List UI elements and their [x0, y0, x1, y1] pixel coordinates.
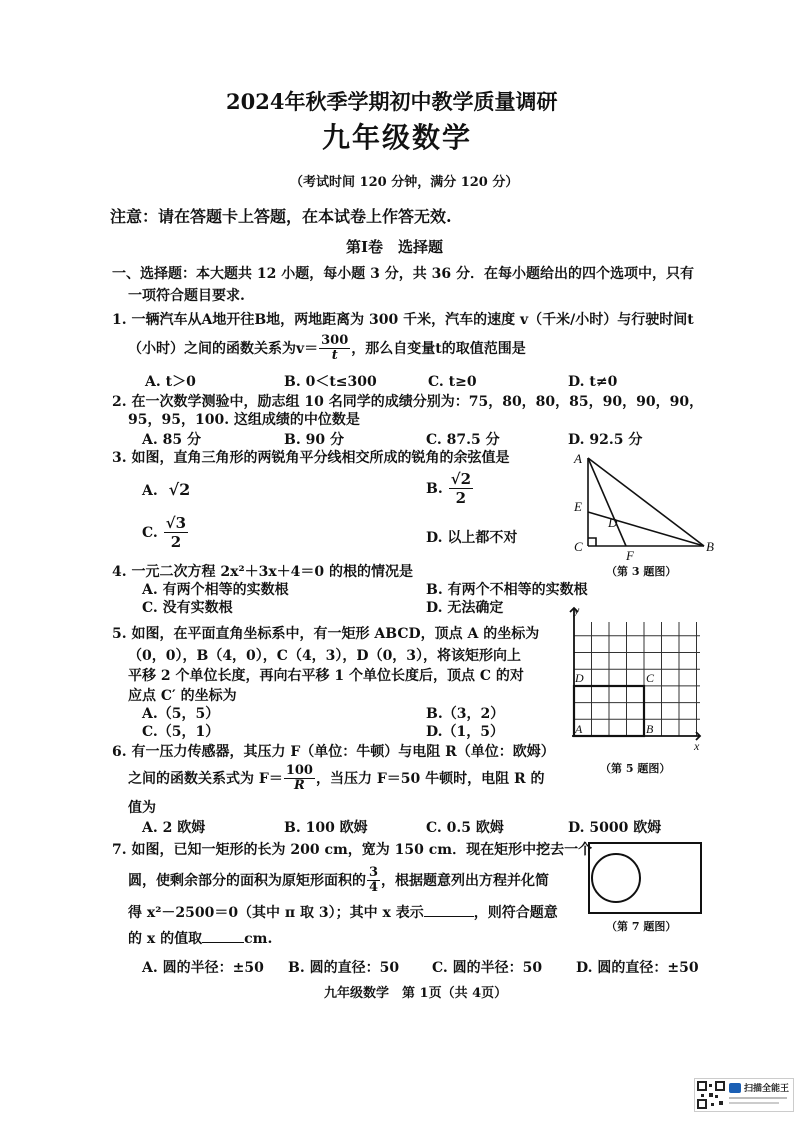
q1-frac-num: 300: [321, 333, 349, 348]
q5-option-c: C.（5，1）: [142, 724, 220, 740]
q7-stem-line2: [128, 866, 549, 895]
q6-frac-den: R: [293, 778, 305, 793]
q5-option-b: B.（3，2）: [426, 706, 505, 722]
q7-stem-line4-pre: 的 x 的值取: [128, 931, 203, 947]
scanner-brand: 扫描全能王: [744, 1084, 790, 1094]
q6-stem-line1: 6. 有一压力传感器，其压力 F（单位：牛顿）与电阻 R（单位：欧姆）: [112, 744, 555, 760]
q5-option-a: A.（5，5）: [142, 706, 220, 722]
q2-stem-line1: 2. 在一次数学测验中，励志组 10 名同学的成绩分别为：75，80，80，85，90，90，90，: [112, 394, 704, 410]
q3-option-a-value: √2: [168, 480, 191, 499]
q1-option-d: D. t≠0: [568, 374, 618, 390]
q4-option-a: A. 有两个相等的实数根: [142, 582, 289, 598]
q5-stem-line2: （0，0），B（4，0），C（4，3），D（0，3），将该矩形向上: [128, 648, 522, 664]
q4-option-d: D. 无法确定: [426, 600, 504, 616]
scanner-subtext-line-2: [729, 1102, 779, 1104]
q3-edge-ab: [588, 458, 704, 546]
q7-answer-blank-2[interactable]: [202, 928, 244, 943]
exam-subtitle: （考试时间 120 分钟，满分 120 分）: [290, 175, 519, 190]
q6-fraction: [284, 764, 315, 793]
q6-option-d: D. 5000 欧姆: [568, 820, 662, 836]
page-footer: 九年级数学 第 1页（共 4页）: [324, 986, 508, 1001]
q2-option-c: C. 87.5 分: [426, 432, 500, 448]
q7-option-b: B. 圆的直径：50: [288, 960, 400, 976]
q7-option-a: A. 圆的半径：±50: [142, 960, 264, 976]
q3-right-angle-mark: [588, 538, 596, 546]
q3-bisector-af: [588, 458, 626, 546]
q3-option-b-num: √2: [450, 470, 472, 488]
q5-label-y: y: [574, 603, 580, 617]
q5-stem-line1: 5. 如图，在平面直角坐标系中，有一矩形 ABCD，顶点 A 的坐标为: [112, 626, 540, 642]
q1-stem-post: ，那么自变量t的取值范围是: [351, 340, 526, 357]
q3-option-b-label: B.: [426, 480, 443, 497]
q7-fraction: [367, 866, 380, 895]
q3-option-b-den: 2: [455, 489, 467, 507]
scanner-subtext-line: [729, 1097, 787, 1099]
q2-stem-line2: 95，95，100. 这组成绩的中位数是: [128, 412, 360, 428]
q7-circle: [592, 854, 640, 902]
q7-stem-line3: [128, 902, 558, 923]
q2-option-d: D. 92.5 分: [568, 432, 643, 448]
q3-label-c: C: [574, 539, 583, 554]
q1-stem-pre: （小时）之间的函数关系为v＝: [128, 340, 319, 357]
q1-stem-line1: 1. 一辆汽车从A地开往B地，两地距离为 300 千米，汽车的速度 v（千米/小时）与行驶时间t: [112, 312, 694, 328]
q3-stem: 3. 如图，直角三角形的两锐角平分线相交所成的锐角的余弦值是: [112, 450, 510, 466]
q7-stem-line3-pre: 得 x²－2500＝0（其中 π 取 3）；其中 x 表示: [128, 905, 424, 921]
q6-frac-num: 100: [285, 763, 313, 778]
q7-stem-line3-post: ，则符合题意: [473, 905, 558, 921]
q5-caption: （第 5 题图）: [600, 762, 671, 775]
scanner-watermark: [694, 1078, 794, 1112]
q3-label-e: E: [574, 499, 582, 514]
q7-rectangle-circle-figure: [586, 840, 704, 916]
q1-frac-den: t: [331, 348, 338, 363]
q6-option-c: C. 0.5 欧姆: [426, 820, 504, 836]
q7-stem-line4: [128, 928, 272, 949]
q7-caption: （第 7 题图）: [606, 920, 677, 933]
q6-stem-post: ，当压力 F＝50 牛顿时，电阻 R 的: [315, 770, 545, 787]
q6-stem-line3: 值为: [128, 800, 156, 816]
q3-option-c-den: 2: [170, 533, 182, 551]
q7-rectangle: [589, 843, 701, 913]
q7-frac-den: 4: [369, 880, 379, 895]
q7-stem-post: ，根据题意列出方程并化简: [381, 872, 550, 889]
q2-option-b: B. 90 分: [284, 432, 344, 448]
q3-bisector-be: [588, 512, 704, 546]
part1-instructions-line2: 一项符合题目要求.: [128, 288, 245, 304]
q3-option-c-num: √3: [165, 514, 187, 532]
q5-option-d: D.（1，5）: [426, 724, 504, 740]
part1-instructions-line1: 一、选择题：本大题共 12 小题，每小题 3 分，共 36 分．在每小题给出的四个选项中，只有: [112, 266, 694, 282]
q3-triangle-figure: [566, 450, 726, 580]
q7-stem-line1: 7. 如图，已知一矩形的长为 200 cm，宽为 150 cm．现在矩形中挖去一个: [112, 842, 593, 858]
q3-option-b-fraction: [449, 470, 473, 507]
q6-stem-line2: [128, 764, 545, 793]
q5-label-b: B: [646, 722, 654, 736]
cs-logo-icon: [729, 1083, 741, 1093]
q5-coordinate-grid-figure: [560, 602, 710, 762]
q1-stem-line2: [128, 334, 526, 363]
q3-option-c-fraction: [164, 514, 188, 551]
q5-label-c: C: [646, 671, 655, 685]
q4-stem: 4. 一元二次方程 2x²＋3x＋4＝0 的根的情况是: [112, 564, 414, 580]
q5-label-x: x: [694, 739, 700, 753]
q6-stem-pre: 之间的函数关系式为 F＝: [128, 770, 283, 787]
q7-option-d: D. 圆的直径：±50: [576, 960, 699, 976]
exam-title: 2024年秋季学期初中教学质量调研: [226, 89, 558, 114]
q5-grid-lines: [574, 622, 700, 736]
q1-fraction: [319, 334, 350, 363]
q3-option-c-label: C.: [142, 524, 158, 541]
section-title: 第I卷 选择题: [346, 238, 444, 256]
q3-label-b: B: [706, 539, 714, 554]
q3-label-f: F: [626, 548, 634, 563]
q7-answer-blank-1[interactable]: [424, 902, 474, 917]
subject-title: 九年级数学: [322, 121, 473, 154]
q3-option-b: [426, 470, 474, 507]
q3-caption: （第 3 题图）: [606, 565, 677, 578]
q5-label-a: A: [575, 722, 583, 736]
q7-frac-num: 3: [369, 865, 379, 880]
q4-option-b: B. 有两个不相等的实数根: [426, 582, 588, 598]
q3-option-c: [142, 514, 189, 551]
q1-option-a: A. t＞0: [145, 374, 196, 390]
q7-stem-pre: 圆，使剩余部分的面积为原矩形面积的: [128, 872, 366, 889]
q3-label-a: A: [574, 451, 582, 466]
q5-label-d: D: [575, 671, 584, 685]
q6-option-b: B. 100 欧姆: [284, 820, 368, 836]
q3-option-a-label: A.: [142, 483, 158, 499]
q3-option-d: D. 以上都不对: [426, 530, 518, 546]
q6-option-a: A. 2 欧姆: [142, 820, 206, 836]
q2-option-a: A. 85 分: [142, 432, 201, 448]
q7-option-c: C. 圆的半径：50: [432, 960, 543, 976]
q1-option-b: B. 0＜t≤300: [284, 374, 377, 390]
q3-label-d: D: [608, 515, 618, 530]
q1-option-c: C. t≥0: [428, 374, 477, 390]
q3-option-a: [142, 480, 190, 501]
notice: 注意：请在答题卡上答题，在本试卷上作答无效.: [110, 207, 452, 226]
q5-stem-line4: 应点 C′ 的坐标为: [128, 688, 237, 704]
q7-stem-line4-post: cm.: [244, 931, 273, 947]
qr-code-icon: [697, 1081, 725, 1109]
q4-option-c: C. 没有实数根: [142, 600, 233, 616]
q5-stem-line3: 平移 2 个单位长度，再向右平移 1 个单位长度后，顶点 C 的对: [128, 668, 524, 684]
